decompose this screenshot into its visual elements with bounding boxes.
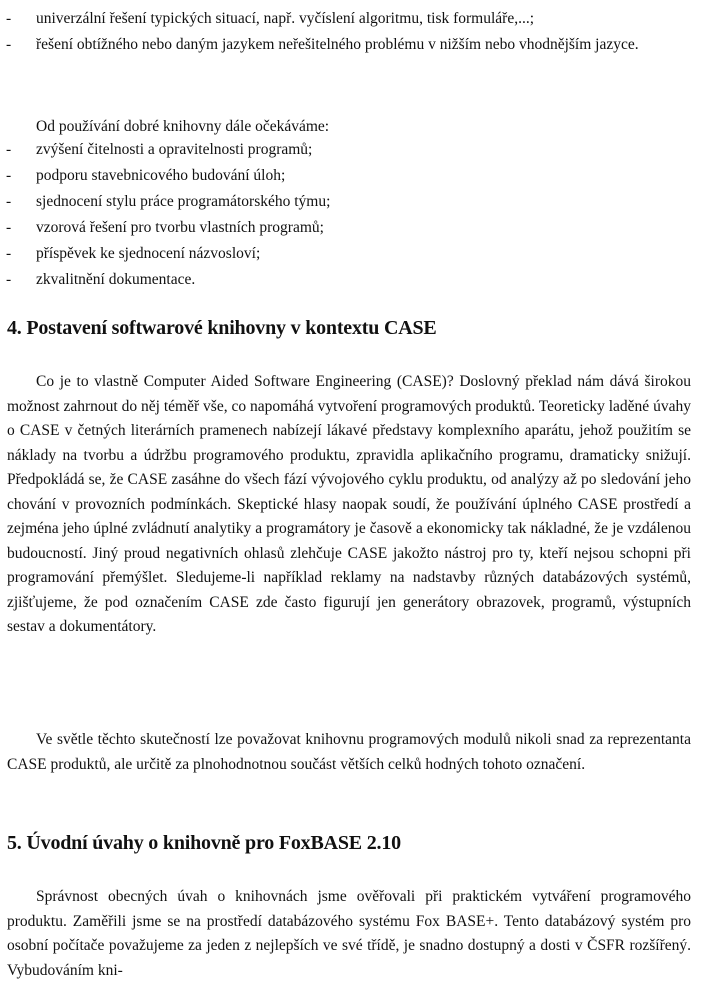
list-item: - univerzální řešení typických situací, např. vyčíslení algoritmu, tisk formuláře,...; xyxy=(0,6,690,32)
list-item: - zkvalitnění dokumentace. xyxy=(0,267,690,293)
list-item: - řešení obtížného nebo daným jazykem neřešitelného problému v nižším nebo vhodnějším jazyce. xyxy=(0,32,690,58)
list-item: - příspěvek ke sjednocení názvosloví; xyxy=(0,241,690,267)
list-item: - sjednocení stylu práce programátorského týmu; xyxy=(0,189,690,215)
bullet-list-expectations xyxy=(0,137,690,293)
section-4-paragraph-1: Co je to vlastně Computer Aided Software Engineering (CASE)? Doslovný překlad nám dává širokou možnost zahrnout do něj téměř vše, co napomáhá vytvoření programových produktů. Teoreticky laděné úvahy o CASE v četných literárních pramenech nabízejí lákavé představy komplexního aparátu, jehož použitím se náklady na tvorbu a údržbu programového produktu, zpravidla aplikačního programu, dramaticky snižují. Předpokládá se, že CASE zasáhne do všech fází vývojového cyklu produktu, od analýzy až po sledování jeho chování v provozních podmínkách. Skeptické hlasy naopak soudí, že používání úplného CASE prostředí a zejména jeho úplné zvládnutí analytiky a programátory je časově a ekonomicky tak nákladné, že je vzdálenou budoucností. Jiný proud negativních ohlasů zlehčuje CASE jakožto nástroj pro ty, kteří nejsou schopni při programování přemýšlet. Sledujeme-li například reklamy na nadstavby různých databázových systémů, zjišťujeme, že pod označením CASE zde často figurují jen generátory obrazovek, programů, výstupních sestav a dokumentátory. xyxy=(7,373,691,635)
section-5-heading: 5. Úvodní úvahy o knihovně pro FoxBASE 2.10 xyxy=(7,832,401,854)
bullet-list-top xyxy=(0,6,690,58)
section-4-heading: 4. Postavení softwarové knihovny v kontextu CASE xyxy=(7,317,437,339)
list-item: - vzorová řešení pro tvorbu vlastních programů; xyxy=(0,215,690,241)
list-item: - zvýšení čitelnosti a opravitelnosti programů; xyxy=(0,137,690,163)
section-4-paragraph-2: Ve světle těchto skutečností lze považovat knihovnu programových modulů nikoli snad za reprezentanta CASE produktů, ale určitě za plnohodnotnou součást větších celků hodných tohoto označení. xyxy=(7,731,691,773)
list-intro-text: Od používání dobré knihovny dále očekáváme: xyxy=(36,118,330,135)
list-item: - podporu stavebnicového budování úloh; xyxy=(0,163,690,189)
section-5-paragraph-1: Správnost obecných úvah o knihovnách jsme ověřovali při praktickém vytváření programového produktu. Zaměřili jsme se na prostředí databázového systému Fox BASE+. Tento databázový systém pro osobní počítače považujeme za jeden z nejlepších ve své třídě, je snadno dostupný a dosti v ČSFR rozšířený. Vybudováním kni- xyxy=(7,888,691,979)
